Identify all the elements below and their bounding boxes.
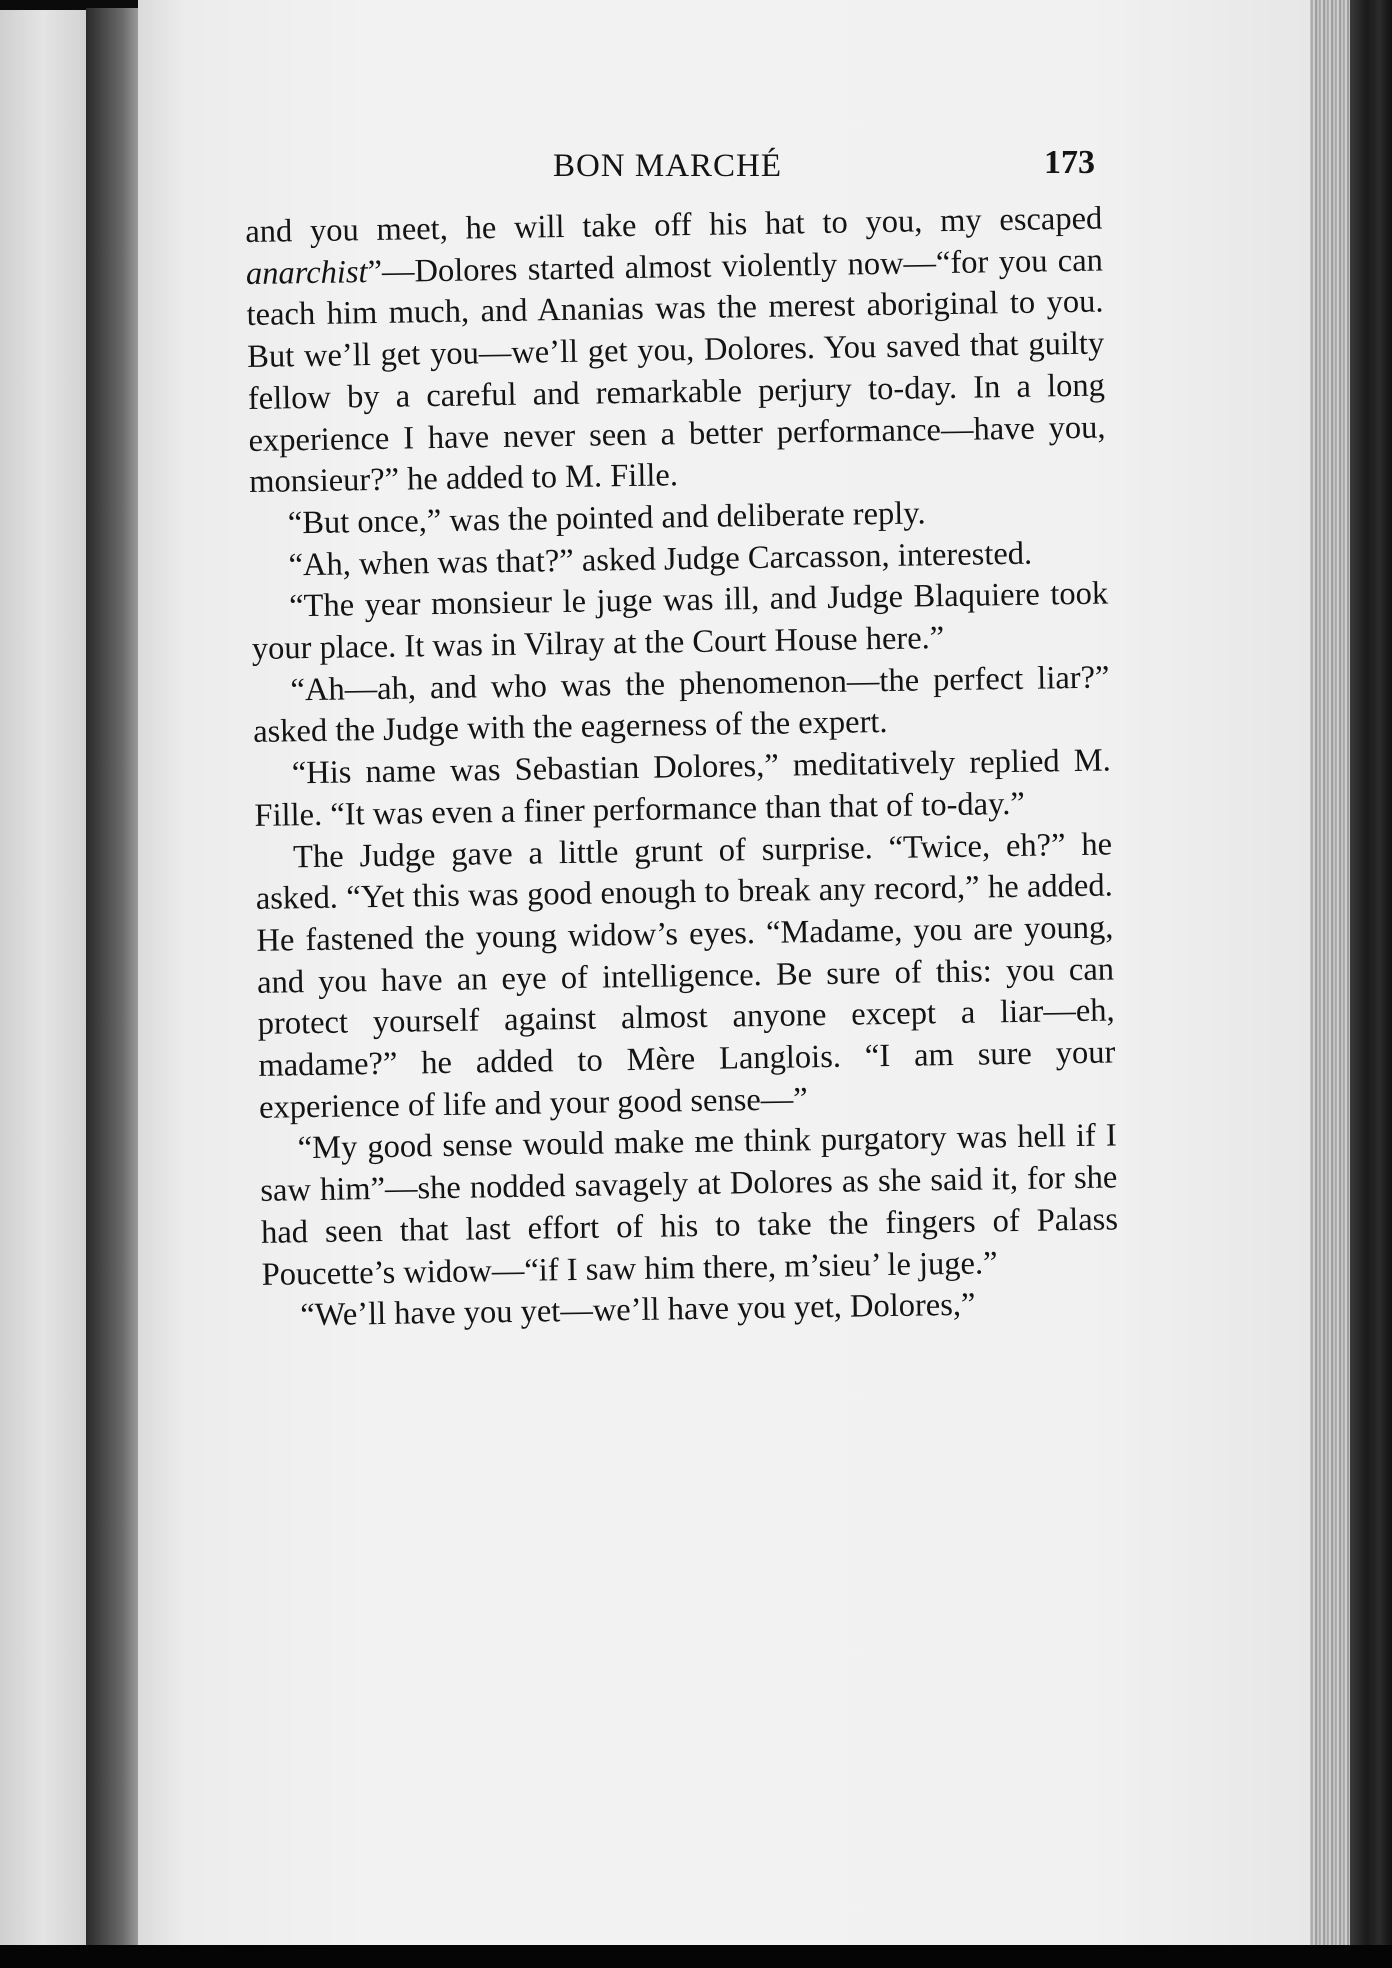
page-number: 173	[1044, 144, 1095, 181]
body-text	[245, 199, 1120, 1338]
book-gutter	[86, 8, 138, 1950]
paragraph: The Judge gave a little grunt of surprise. “Twice, eh?” he asked. “Yet this was good enough to break any record,” he added. He fastened the young widow’s eyes. “Madame, you are young, and you have an eye of intelligence. Be sure of this: you can protect yourself against almost anyone except a liar—eh, madame?” he added to Mère Langlois. “I am sure your experience of life and your good sense—”	[255, 826, 1116, 1126]
scan-bottom-border	[0, 1945, 1392, 1968]
paragraph: “The year monsieur le juge was ill, and Judge Blaquiere took your place. It was in Vilray at the Court House here.”	[251, 575, 1109, 667]
paragraph	[245, 199, 1106, 504]
book-cover-edge	[1350, 0, 1392, 1968]
paragraph: “Ah—ah, and who was the phenomenon—the perfect liar?” asked the Judge with the eagerness of the expert.	[252, 659, 1110, 751]
paragraph: “But once,” was the pointed and deliberate reply.	[287, 495, 926, 542]
page-stack-edge	[1310, 0, 1350, 1950]
page-header	[240, 144, 1095, 198]
text-run: ”—Dolores started almost violently now—“for you can teach him much, and Ananias was the merest aboriginal to you. But we’ll get you—we’ll get you, Dolores. You saved that guilty fellow by a careful and remarkable perjury to-day. In a long experience I have never seen a better performance—have you, monsieur?” he added to M. Fille.	[246, 242, 1106, 501]
paragraph: “Ah, when was that?” asked Judge Carcasson, interested.	[288, 535, 1033, 583]
running-title: BON MARCHÉ	[552, 148, 783, 184]
paragraph: “His name was Sebastian Dolores,” meditatively replied M. Fille. “It was even a finer performance than that of to-day.”	[254, 742, 1112, 834]
facing-page-edge	[0, 10, 86, 1945]
italic-word: anarchist	[245, 253, 368, 292]
paragraph: “We’ll have you yet—we’ll have you yet, Dolores,”	[300, 1286, 976, 1334]
paragraph: “My good sense would make me think purgatory was hell if I saw him”—she nodded savagely at Dolores as she said it, for she had seen that last effort of his to take the fingers of Palass Poucette’s widow—“if I saw him there, m’sieu’ le juge.”	[260, 1117, 1119, 1293]
text-run: and you meet, he will take off his hat to you, my escaped	[245, 200, 1103, 250]
